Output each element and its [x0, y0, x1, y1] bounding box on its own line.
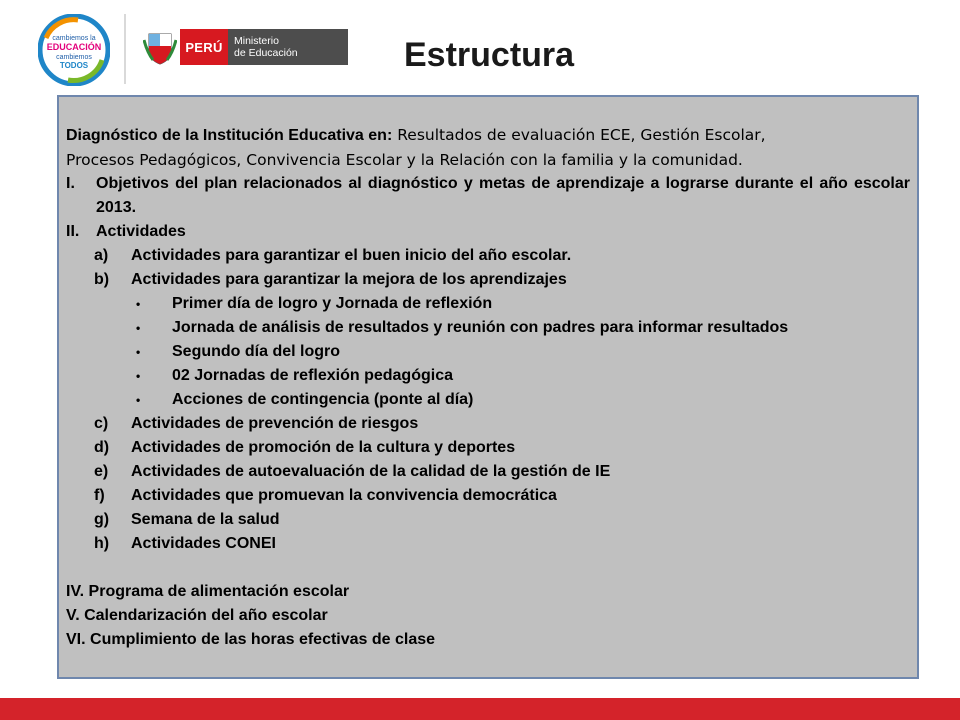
subitem-c: c) Actividades de prevención de riesgos	[94, 415, 419, 432]
section-2: II. Actividades	[66, 223, 186, 240]
campaign-seal-logo	[38, 14, 110, 86]
bullet-icon: •	[136, 345, 141, 359]
svg-text:cambiemos: cambiemos	[56, 54, 92, 61]
intro-line-1: Diagnóstico de la Institución Educativa en: Resultados de evaluación ECE, Gestión Escolar,	[66, 126, 766, 144]
subitem-b: b) Actividades para garantizar la mejora de los aprendizajes	[94, 271, 567, 288]
header-divider	[124, 14, 126, 84]
bullet-icon: •	[136, 297, 141, 311]
bullet-icon: •	[136, 369, 141, 383]
section-1: I. Objetivos del plan relacionados al diagnóstico y metas de aprendizaje a lograrse durante el año escolar 2013.	[66, 175, 910, 216]
section-4: IV. Programa de alimentación escolar	[66, 583, 350, 600]
spacer	[66, 556, 910, 580]
svg-text:TODOS: TODOS	[59, 61, 89, 70]
section-5: V. Calendarización del año escolar	[66, 607, 328, 624]
list-item: • 02 Jornadas de reflexión pedagógica	[66, 364, 910, 388]
subitem-g: g) Semana de la salud	[94, 511, 280, 528]
subitem-f: f) Actividades que promuevan la convivencia democrática	[94, 487, 557, 504]
subitem-h: h) Actividades CONEI	[94, 535, 276, 552]
list-item: • Acciones de contingencia (ponte al día)	[66, 388, 910, 412]
list-item: • Segundo día del logro	[66, 340, 910, 364]
bullet-icon: •	[136, 321, 141, 335]
svg-text:EDUCACIÓN: EDUCACIÓN	[46, 42, 102, 52]
subitem-a: a) Actividades para garantizar el buen inicio del año escolar.	[94, 247, 572, 264]
coat-of-arms-icon	[143, 30, 177, 66]
page-title: Estructura	[404, 36, 575, 74]
list-item: • Primer día de logro y Jornada de reflexión	[66, 292, 910, 316]
ministry-label: Ministerio de Educación	[228, 29, 348, 65]
subitem-d: d) Actividades de promoción de la cultura y deportes	[94, 439, 516, 456]
content-text	[66, 123, 910, 652]
section-6: VI. Cumplimiento de las horas efectivas de clase	[66, 631, 436, 648]
footer-bar	[0, 698, 960, 720]
country-label: PERÚ	[180, 29, 228, 65]
subitem-e: e) Actividades de autoevaluación de la calidad de la gestión de IE	[94, 463, 611, 480]
svg-text:cambiemos la: cambiemos la	[52, 35, 96, 42]
intro-line-2: Procesos Pedagógicos, Convivencia Escolar y la Relación con la familia y la comunidad.	[66, 151, 743, 169]
bullet-icon: •	[136, 393, 141, 407]
ministry-banner	[180, 29, 348, 65]
list-item: • Jornada de análisis de resultados y reunión con padres para informar resultados	[66, 316, 910, 340]
